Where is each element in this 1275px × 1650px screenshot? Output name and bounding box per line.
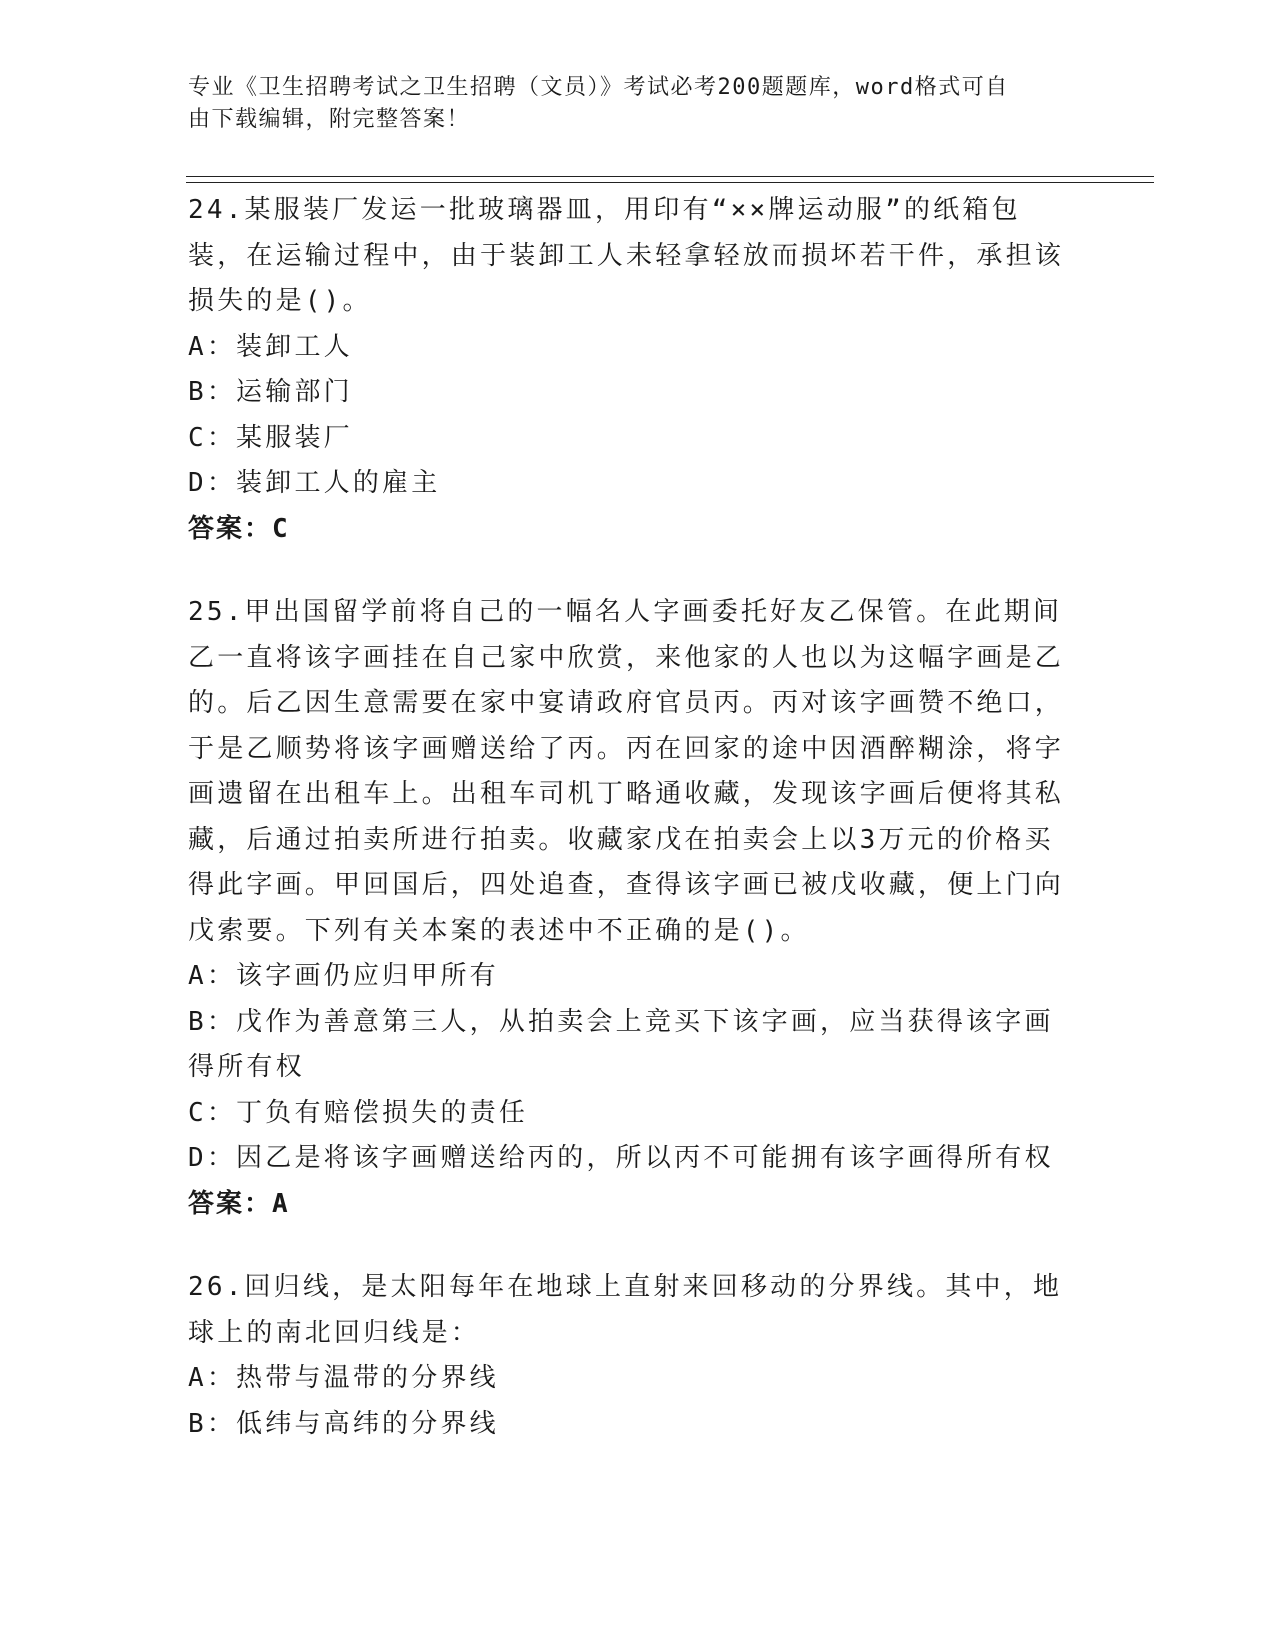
option-d: D：因乙是将该字画赠送给丙的，所以丙不可能拥有该字画得所有权 [188,1143,1054,1173]
option-b: B：低纬与高纬的分界线 [188,1408,499,1439]
header-line-1: 专业《卫生招聘考试之卫生招聘（文员）》考试必考200题题库，word格式可自 [188,75,1009,100]
option-b: B：戊作为善意第三人，从拍卖会上竞买下该字画，应当获得该字画得所有权 [188,1006,1054,1082]
question-list [188,188,1078,1485]
question-stem: 26.回归线，是太阳每年在地球上直射来回移动的分界线。其中，地球上的南北回归线是： [188,1272,1063,1348]
option-a: A：装卸工人 [188,331,353,362]
question-26 [188,1265,1078,1447]
option-d: D：装卸工人的雇主 [188,468,441,498]
question-stem: 25.甲出国留学前将自己的一幅名人字画委托好友乙保管。在此期间乙一直将该字画挂在自己家中欣赏，来他家的人也以为这幅字画是乙的。后乙因生意需要在家中宴请政府官员丙。丙对该字画赞不绝口，于是乙顺势将该字画赠送给了丙。丙在回家的途中因酒醉糊涂，将字画遗留在出租车上。出租车司机丁略通收藏，发现该字画后便将其私藏，后通过拍卖所进行拍卖。收藏家戊在拍卖会上以3万元的价格买得此字画。甲回国后，四处追查，查得该字画已被戊收藏，便上门向戊索要。下列有关本案的表述中不正确的是()。 [188,597,1065,946]
answer: 答案：C [188,513,290,544]
option-c: C：某服装厂 [188,422,353,453]
option-c: C：丁负有赔偿损失的责任 [188,1097,529,1128]
question-25 [188,590,1078,1227]
question-stem: 24.某服装厂发运一批玻璃器皿，用印有“××牌运动服”的纸箱包装，在运输过程中，由于装卸工人未轻拿轻放而损坏若干件，承担该损失的是()。 [188,195,1065,316]
answer: 答案：A [188,1188,290,1219]
header-line-2: 由下载编辑，附完整答案！ [188,107,471,132]
header-divider [186,176,1154,183]
option-a: A：热带与温带的分界线 [188,1363,499,1393]
question-24 [188,188,1078,552]
page-header [188,72,1078,136]
option-b: B：运输部门 [188,377,353,407]
option-a: A：该字画仍应归甲所有 [188,961,499,991]
